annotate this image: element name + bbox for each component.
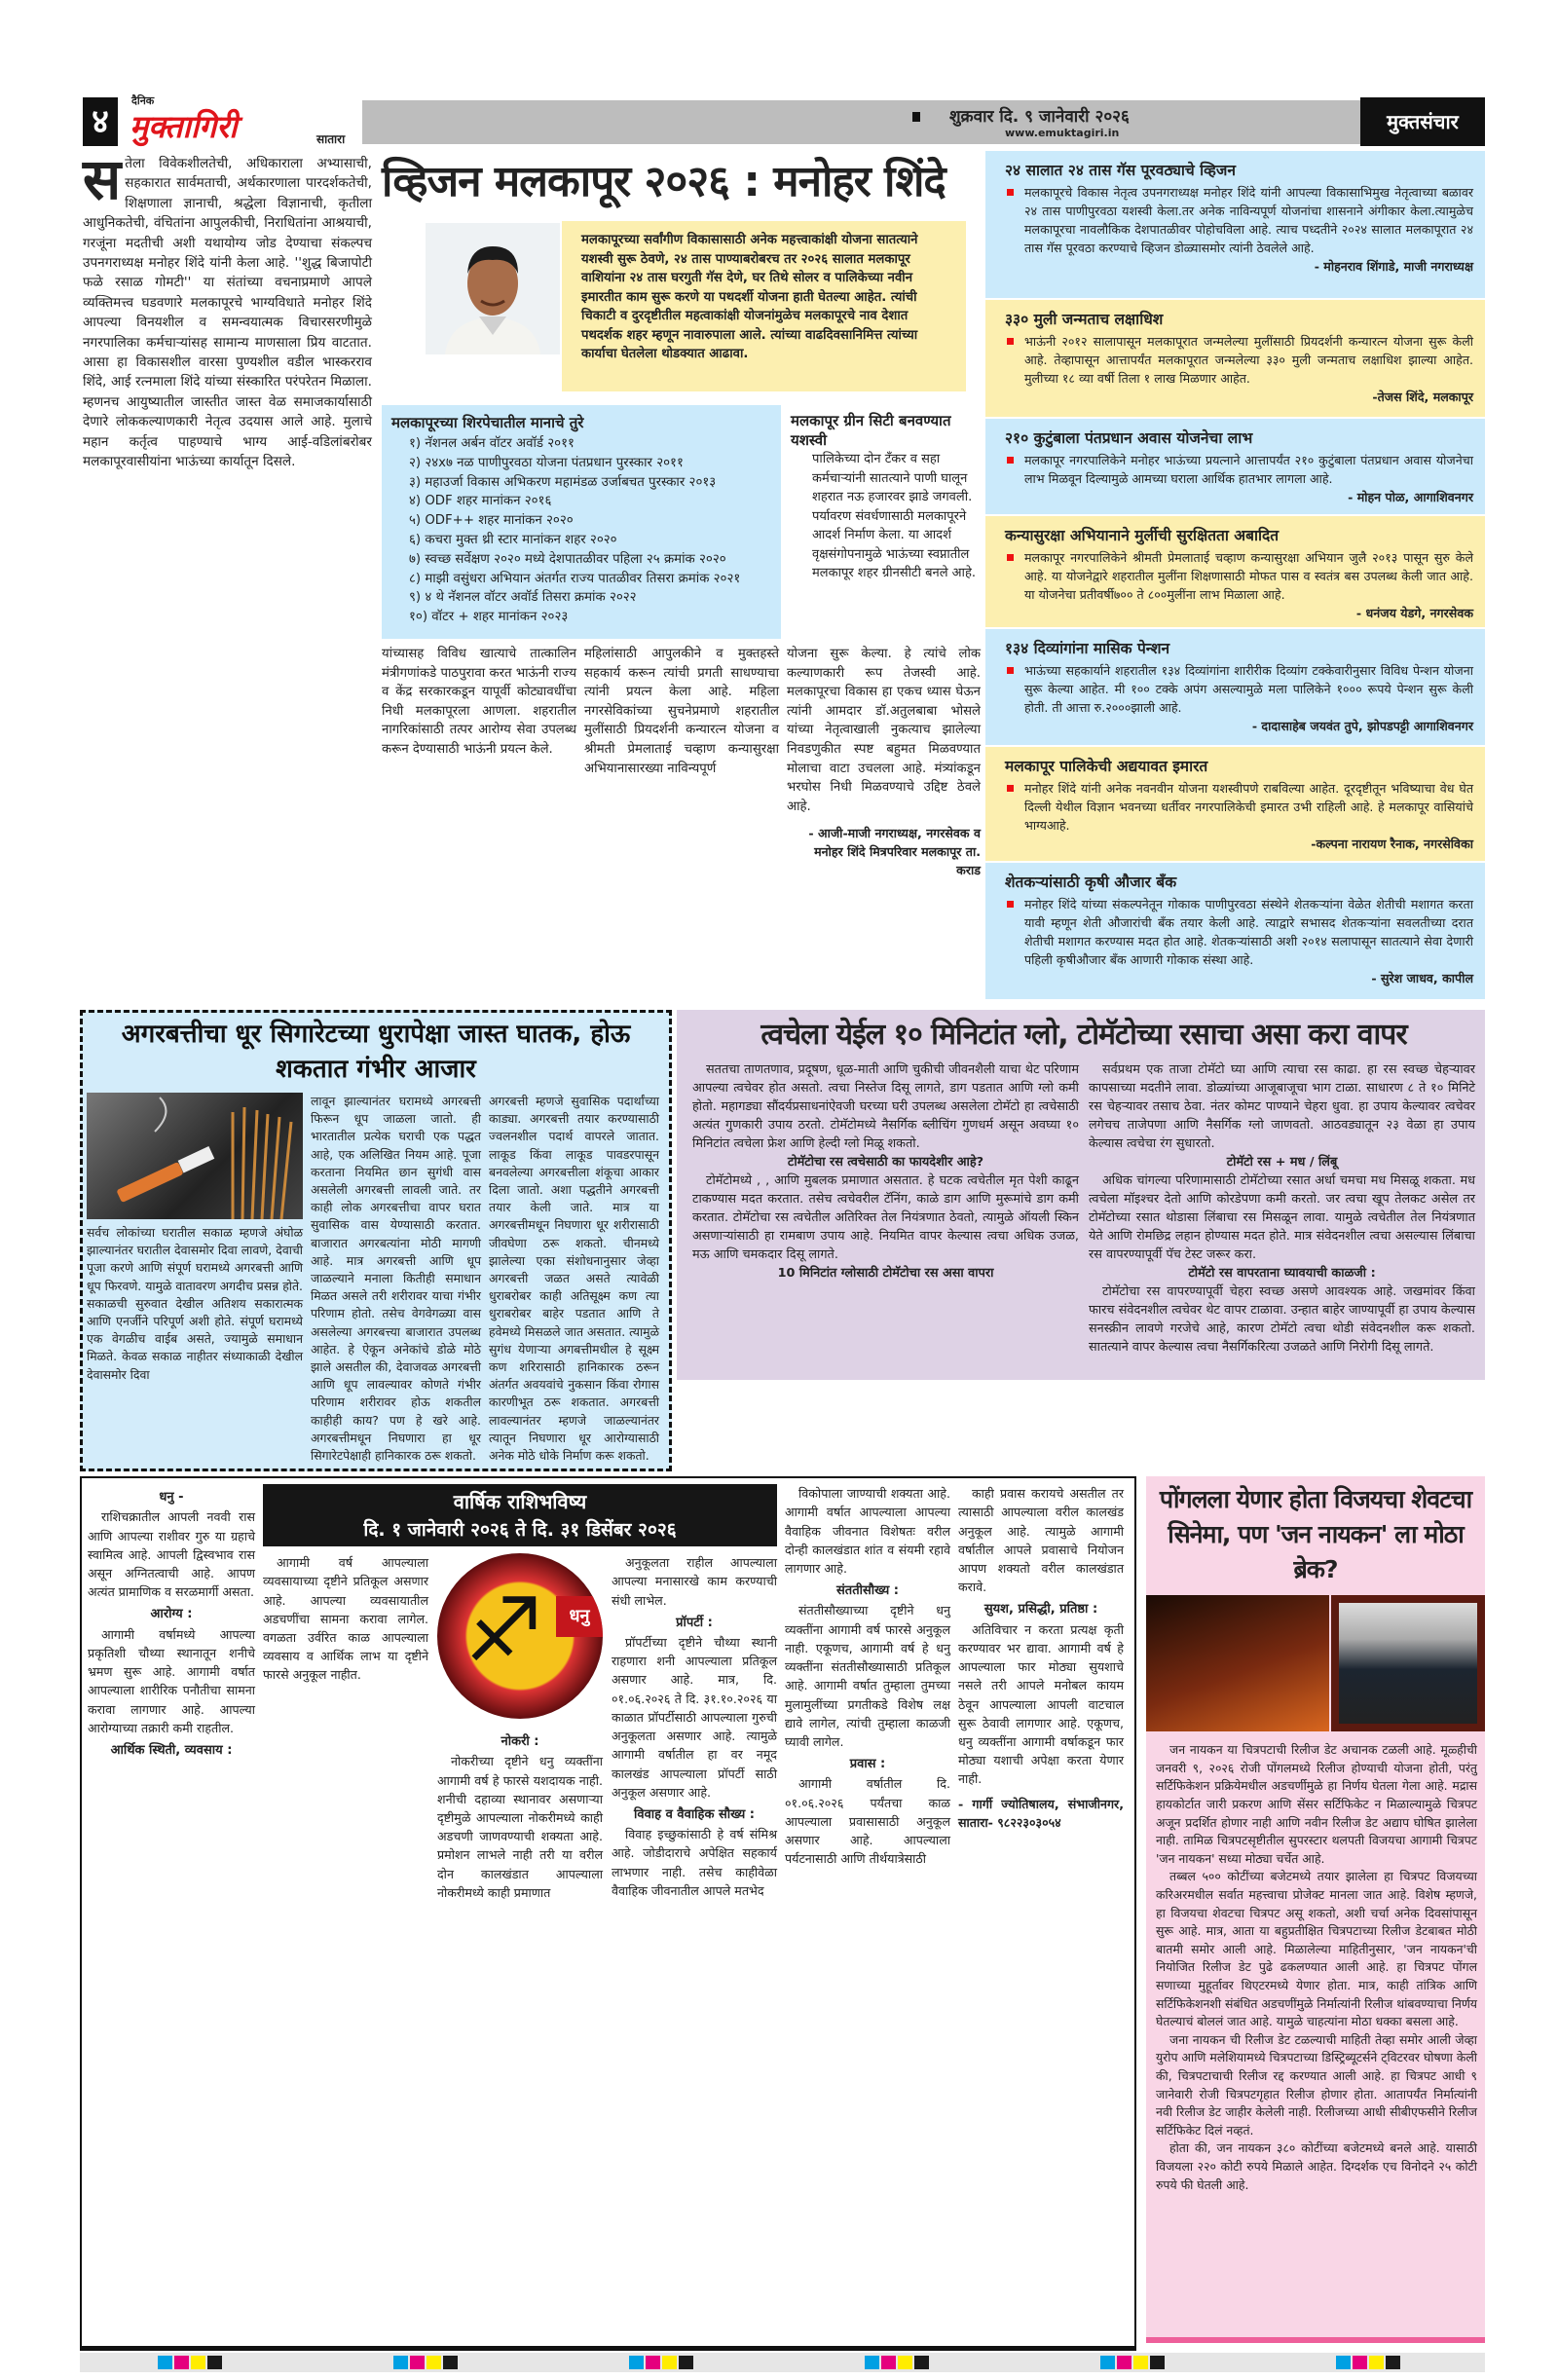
newspaper-logo <box>122 93 355 148</box>
testimonial-box <box>985 300 1485 417</box>
horoscope-paragraph: प्रॉपर्टीच्या दृष्टीने चौथ्या स्थानी राहणारा शनी आपल्याला प्रतिकूल असणार आहे. मात्र, दि. ०१.०६.२०२६ ते दि. ३१.१०.२०२६ या काळात प्रॉपर्टीसाठी आपल्याला गुरुची अनुकूलता असणार आहे. त्यामुळे आगामी वर्षातील हा वर नमूद कालखंड आपल्याला प्रॉपर्टी साठी अनुकूल असणार आहे. <box>612 1635 777 1800</box>
testimonial-text: मनोहर शिंदे यांनी अनेक नवनवीन योजना यशस्वीपणे राबविल्या आहेत. दूरदृष्टीतून भविष्याचा वेध घेत दिल्ली येथील विज्ञान भवनच्या धर्तीवर नगरपालिकेची इमारत उभी राहिली आहे. हे मलकापूर वासियांचे भाग्यआहे. <box>1005 779 1473 835</box>
testimonial-title: कन्यासुरक्षा अभियानाने मुर्लीची सुरक्षितता अबादित <box>1005 527 1280 544</box>
testimonial-author: - मोहनराव शिंगाडे, माजी नगराध्यक्ष <box>1314 259 1473 274</box>
tomato-subheading: 10 मिनिटांत ग्लोसाठी टोमॅटोचा रस असा वापरा <box>777 1266 994 1281</box>
green-city-article <box>791 405 981 583</box>
horoscope-header <box>263 1484 777 1546</box>
lead-story <box>80 146 981 1003</box>
horoscope-paragraph: आगामी वर्षातील दि. ०१.०६.२०२६ पर्यंतचा काळ आपल्याला प्रवासासाठी अनुकूल असणार आहे. आपल्याला पर्यटनासाठी आणि तीर्थयात्रेसाठी <box>785 1776 950 1867</box>
cmyk-mark <box>1100 2356 1165 2369</box>
tomato-paragraph: सर्वप्रथम एक ताजा टोमॅटो घ्या आणि त्याचा रस काढा. हा रस स्वच्छ चेहऱ्यावर कापसाच्या मदतीने लावा. डोळ्यांच्या आजूबाजूचा भाग टाळा. साधारण ८ ते १० मिनिटे रस चेहऱ्यावर तसाच ठेवा. नंतर कोमट पाण्याने चेहरा धुवा. हा उपाय केल्यावर त्वचेवर लगेचच ताजेपणा आणि नैसर्गिक ग्लो जाणवतो. आठवड्यातून २३ वेळा हा उपाय केल्यास त्वचेचा रंग सुधारतो. <box>1089 1062 1475 1151</box>
movie-photos <box>1146 1595 1485 1731</box>
horoscope-paragraph: अतिविचार न करता प्रत्यक्ष कृती करण्यावर भर द्यावा. आगामी वर्ष हे आपल्याला फार मोठ्या सुयशाचे नसले तरी आपले मनोबल कायम ठेवून आपल्याला आपली वाटचाल सुरू ठेवावी लागणार आहे. एकूणच, धनु व्यक्तींना आगामी वर्षाकडून फार मोठ्या यशाची अपेक्षा करता येणार नाही. <box>958 1621 1124 1787</box>
movie-paragraph: तब्बल ५०० कोटींच्या बजेटमध्ये तयार झालेला हा चित्रपट विजयच्या करिअरमधील सर्वात महत्त्वाचा प्रोजेक्ट मानला जात आहे. विशेष म्हणजे, हा विजयचा शेवटचा चित्रपट असू शकतो, अशी चर्चा अनेक दिवसांपासून सुरू आहे. मात्र, आता या बहुप्रतीक्षित चित्रपटाच्या रिलीज डेटबाबत मोठी बातमी समोर आली आहे. मिळालेल्या माहितीनुसार, 'जन नायकन'ची नियोजित रिलीज डेट पुढे ढकलण्यात आली आहे. हा चित्रपट पोंगल सणाच्या मुहूर्तावर थिएटरमध्ये येणार होता. मात्र, काही तांत्रिक आणि सर्टिफिकेशनशी संबंधित अडचणींमुळे निर्मात्यांनी रिलीज थांबवण्याचा निर्णय घेतल्याचं बोललं जात आहे. यामुळे चाहत्यांना मोठा धक्का बसला आहे. <box>1156 1869 1477 2029</box>
horoscope-col-5 <box>785 1484 950 1868</box>
lead-headline: व्हिजन मलकापूर २०२६ : मनोहर शिंदे <box>382 157 946 206</box>
page-content <box>80 146 1485 2372</box>
actor-photo <box>1331 1595 1485 1731</box>
tomato-article <box>677 1010 1485 1380</box>
testimonial-title: शेतकऱ्यांसाठी कृषी औजार बँक <box>1005 874 1177 891</box>
movie-paragraph: जना नायकन ची रिलीज डेट टळल्याची माहिती तेव्हा समोर आली जेव्हा युरोप आणि मलेशियामध्ये चित्रपटाच्या डिस्ट्रिब्यूटर्सने ट्विटरवर घोषणा केली की, चित्रपटाचाची रिलीज रद्द करण्यात आली आहे. हा चित्रपट आधी ९ जानेवारी रोजी चित्रपटगृहात रिलीज होणार होता. आतापर्यंत निर्मात्यांनी नवी रिलीज डेट जाहीर केलेली नाही. रिलीजच्या आधी सीबीएफसीने रिलीज सर्टिफिकेट दिलं नव्हतं. <box>1156 2031 1477 2138</box>
horoscope-subheading: प्रॉपर्टी : <box>676 1615 713 1630</box>
tomato-paragraph: सततचा ताणतणाव, प्रदूषण, धूळ-माती आणि चुकीची जीवनशैली याचा थेट परिणाम आपल्या त्वचेवर होत असतो. त्वचा निस्तेज दिसू लागते, डाग पडतात आणि ग्लो कमी होतो. महागड्या सौंदर्यप्रसाधनांऐवजी घरच्या घरी उपलब्ध असलेला टोमॅटो हा त्वचेसाठी अत्यंत गुणकारी उपाय ठरतो. टोमॅटोमध्ये नैसर्गिक ब्लीचिंग गुणधर्म असून अवघ्या १० मिनिटांत त्वचेला फ्रेश आणि हेल्दी ग्लो मिळू शकतो. <box>692 1062 1079 1151</box>
lead-intro-row <box>382 221 981 391</box>
award-item: ९) ४ थे नॅशनल वॉटर अवॉर्ड तिसरा क्रमांक २०२२ <box>409 590 637 606</box>
horoscope-subheading: नोकरी : <box>501 1734 539 1750</box>
testimonial-title: १३४ दिव्यांगांना मासिक पेन्शन <box>1005 640 1170 657</box>
lead-body-col-1: यांच्यासह विविध खात्याचे तात्कालिन मंत्रीगणांकडे पाठपुरावा करत भाऊंनी राज्य व केंद्र सरकारकडून यापूर्वी कोट्यावधींचा निधी मलकापूरला आणला. शहरातील नागरिकांसाठी तत्पर आरोग्य सेवा उपलब्ध करून देण्यासाठी भाऊंनी प्रयत्न केले. <box>382 647 576 757</box>
logo-title: मुक्तागिरी <box>130 108 238 145</box>
portrait-photo <box>426 223 560 354</box>
horoscope-middle-columns <box>263 1553 777 1902</box>
sagittarius-archer-icon: ♐ <box>464 1580 543 1683</box>
horoscope-subheading: प्रवास : <box>849 1757 886 1772</box>
cmyk-mark <box>629 2356 693 2369</box>
horoscope-date-range: दि. १ जानेवारी २०२६ ते दि. ३१ डिसेंबर २०२६ <box>363 1519 677 1542</box>
testimonial-text: भाऊंच्या सहकार्याने शहरातील १३४ दिव्यांगांना शारीरीक दिव्यांग टक्केवारीनुसार विविध पेन्शन योजना सुरू केल्या आहेत. मी १०० टक्के अपंग असल्यामुळे मला पालिकेने १००० रूपये पेन्शन सुरू केली होती. ती आत्ता रु.२०००झाली आहे. <box>1005 661 1473 717</box>
horoscope-subheading: संततीसौख्य : <box>836 1583 899 1599</box>
lead-body-col-3: योजना सुरू केल्या. हे त्यांचे लोक कल्याणकारी रूप तेजस्वी आहे. मलकापूरचा विकास हा एकच ध्यास घेऊन त्यांनी आमदार डॉ.अतुलबाबा भोसले यांच्या नेतृत्वाखाली नुकत्याच झालेल्या निवडणुकीत स्पष्ट बहुमत मिळवण्यात मोलाचा वाटा उचलला आहे. मंत्र्यांकडून भरघोस निधी मिळवण्याचे उद्दिष्ट ठेवले आहे. <box>787 647 981 814</box>
horoscope-paragraph: संततीसौख्याच्या दृष्टीने धनु व्यक्तींना आगामी वर्ष फारसे अनुकूल नाही. एकूणच, आगामी वर्ष हे धनु व्यक्तींना संततीसौख्यासाठी प्रतिकूल आहे. आगामी वर्षात तुम्हाला तुमच्या मुलामुलींच्या प्रगतीकडे विशेष लक्ष द्यावे लागेल, त्यांची तुम्हाला काळजी घ्यावी लागेल. <box>785 1603 950 1749</box>
cmyk-mark <box>158 2356 222 2369</box>
testimonial-title: ३३० मुली जन्मताच लक्षाधिश <box>1005 311 1164 328</box>
testimonial-author: - मोहन पोळ, आगाशिवनगर <box>1348 490 1473 504</box>
horoscope-sign-heading: धनु - <box>159 1490 184 1506</box>
incense-photo <box>87 1093 303 1219</box>
testimonial-box <box>985 516 1485 627</box>
person-photo-icon <box>426 223 560 354</box>
tomato-subheading: टोमॅटोचा रस त्वचेसाठी का फायदेशीर आहे? <box>787 1155 984 1170</box>
lead-body-row <box>382 645 981 879</box>
logo-daily: दैनिक <box>131 94 155 107</box>
horoscope-paragraph: राशिचक्रातील आपली नववी रास आणि आपल्या राशीवर गुरु या ग्रहाचे स्वामित्व आहे. आपली द्विस्वभाव रास असून अग्नितत्वाची आहे. आपण अत्यंत प्रामाणिक व सरळमार्गी असता. <box>88 1509 255 1600</box>
tomato-col-1 <box>692 1060 1079 1283</box>
testimonial-title: २१० कुटुंबाला पंतप्रधान अवास योजनेचा लाभ <box>1005 429 1253 447</box>
award-item: ७) स्वच्छ सर्वेक्षण २०२० मध्ये देशपातळीवर पहिला २५ क्रमांक २०२० <box>409 551 726 567</box>
testimonial-text: भाऊंनी २०१२ सालापासून मलकापूरात जन्मलेल्या मुलींसाठी प्रियदर्शनी कन्यारत्न योजना सुरू केली आहे. तेव्हापासून आत्तापर्यंत मलकापूरात जन्मलेल्या ३३० मुली जन्मताच लक्षाधिश झाल्या आहेत. मुलीच्या १८ व्या वर्षी तिला १ लाख मिळणार आहेत. <box>1005 332 1473 388</box>
header-bar <box>362 100 1360 144</box>
middle-band <box>80 1010 1485 1471</box>
testimonial-text: मलकापूर नगरपालिकेने श्रीमती प्रेमलाताई चव्हाण कन्यासुरक्षा अभियान जुलै २०१३ पासून सुरु केले आहे. या योजनेद्वारे शहरातील मुलींना शिक्षणासाठी मोफत पास व स्वतंत्र बस उपलब्ध केली जात आहे. या योजनेचा प्रतीवर्षी७०० ते ८००मुलींना लाभ मिळाला आहे. <box>1005 548 1473 604</box>
horoscope-col-6 <box>958 1484 1124 1832</box>
movie-headline: पोंगलला येणार होता विजयचा शेवटचा सिनेमा, पण 'जन नायकन' ला मोठा ब्रेक? <box>1159 1485 1472 1584</box>
agarbatti-headline: अगरबत्तीचा धूर सिगारेटच्या धुरापेक्षा जास्त घातक, होऊ शकतात गंभीर आजार <box>121 1020 631 1084</box>
tomato-paragraph: अधिक चांगल्या परिणामासाठी टोमॅटोच्या रसात अर्धा चमचा मध मिसळू शकता. मध त्वचेला मॉइश्चर देतो आणि कोरडेपणा कमी करतो. जर त्वचा खूप तेलकट असेल तर टोमॅटोच्या रसात थोडासा लिंबाचा रस मिसळून लावा. यामुळे त्वचेतील तेल नियंत्रणात येते आणि रोमछिद्र लहान होण्यास मदत होते. मात्र संवेदनशील त्वचा असल्यास लिंबाचा रस वापरण्यापूर्वी पॅच टेस्ट जरूर करा. <box>1089 1173 1475 1262</box>
horoscope-paragraph: विकोपाला जाण्याची शक्यता आहे. आगामी वर्षात आपल्याला आपल्या वैवाहिक जीवनात विशेषतः वरील दोन्ही कालखंडात शांत व संयमी रहावे लागणार आहे. <box>785 1486 950 1577</box>
agarbatti-columns <box>87 1093 665 1465</box>
lead-body-col-2: महिलांसाठी आपुलकीने व मुक्तहस्ते सहकार्य करून त्यांची प्रगती साधण्याचा त्यांनी प्रयत्न केला आहे. महिला नगरसेविकांच्या सुचनेप्रमाणे शहरातील मुलींसाठी प्रियदर्शनी कन्यारत्न योजना व श्रीमती प्रेमलाताई चव्हाण कन्यासुरक्षा अभियानासारख्या नाविन्यपूर्ण <box>584 647 779 776</box>
testimonials-column <box>985 151 1485 999</box>
bullet-icon <box>912 112 920 122</box>
testimonial-title: मलकापूर पालिकेची अद्ययावत इमारत <box>1005 758 1208 775</box>
cmyk-mark <box>865 2356 929 2369</box>
sign-label: धनु <box>556 1596 603 1637</box>
lead-signature: - आजी-माजी नगराध्यक्ष, नगरसेवक व मनोहर शिंदे मित्रपरिवार मलकापूर ता. कराड <box>808 826 981 878</box>
top-band <box>80 146 1485 1003</box>
cigarette-incense-icon <box>87 1093 303 1219</box>
cmyk-mark <box>393 2356 458 2369</box>
movie-poster-photo <box>1146 1595 1329 1731</box>
testimonial-author: - धनंजय येडगे, नगरसेवक <box>1355 606 1473 620</box>
tomato-paragraph: टोमॅटोमध्ये , , आणि मुबलक प्रमाणात असतात. हे घटक त्वचेतील मृत पेशी काढून टाकण्यास मदत करतात. तसेच त्वचेवरील टॅनिंग, काळे डाग आणि मुरूमांचे डाग कमी करतात. टोमॅटोचा रस त्वचेतील अतिरिक्त तेल नियंत्रणात ठेवतो, त्यामुळे ऑयली स्किन असणाऱ्यांसाठी हा रामबाण उपाय आहे. नियमित वापर केल्यास त्वचा अधिक उजळ, मऊ आणि चमकदार दिसू लागते. <box>692 1173 1079 1262</box>
green-city-text: पालिकेच्या दोन टँकर व सहा कर्मचाऱ्यांनी सातत्याने पाणी घालून शहरात नऊ हजारवर झाडे जगवली. पर्यावरण संवर्धणासाठी मलकापूरने आदर्श निर्माण केला. या आदर्श वृक्षसंगोपनामुळे भाऊंच्या स्वप्नातील मलकापूर शहर ग्रीनसीटी बनले आहे. <box>812 452 976 580</box>
horoscope-col-4 <box>612 1553 777 1900</box>
edition-city: सातारा <box>316 132 346 146</box>
issue-date <box>912 104 1130 127</box>
tomato-col-2 <box>1089 1060 1475 1357</box>
testimonial-box <box>985 151 1485 298</box>
award-item: ४) ODF शहर मानांकन २०१६ <box>409 494 552 509</box>
testimonial-author: -कल्पना नारायण रैनाक, नगरसेविका <box>1311 837 1473 851</box>
page-number: ४ <box>83 97 118 146</box>
horoscope-col-1 <box>88 1484 255 1761</box>
horoscope-section <box>80 1476 1136 2351</box>
cmyk-mark <box>1336 2356 1400 2369</box>
movie-paragraph: होता की, जन नायकन ३८० कोटींच्या बजेटमध्ये बनले आहे. यासाठी विजयला २२० कोटी रुपये मिळाले आहेत. दिग्दर्शक एच विनोदने २५ कोटी रुपये फी घेतली आहे. <box>1156 2140 1477 2192</box>
horoscope-paragraph: आगामी वर्ष आपल्याला व्यवसायाच्या दृष्टीने प्रतिकूल असणार आहे. आपल्या व्यवसायातील अडचणींचा सामना करावा लागेल. वगळता उर्वरित काळ आपल्याला व्यवसाय व आर्थिक लाभ या दृष्टीने फारसे अनुकूल नाहीत. <box>263 1555 428 1683</box>
lead-left-text: तेला विवेकशीलतेची, अधिकाराला अभ्यासाची, सहकारात सार्वमताची, अर्थकारणाला पारदर्शकतेची, शिक्षणाला ज्ञानाची, श्रद्धेला विज्ञानाची, कृतीला आधुनिकतेची, वंचितांना आपुलकीची, निराधितांना आश्रयाची, गरजूंना मदतीची अशी यथायोग्य जोड देण्याचा संकल्पच उपनगराध्यक्ष मनोहर शिंदे यांनी केला आहे. ''शुद्ध बिजापोटी फळे रसाळ गोमटी'' या संतांच्या वचनाप्रमाणे आपले व्यक्तिमत्त्व घडवणारे मलकापूरचे भाग्यविधाते मनोहर शिंदे आपल्या विनयशील व समन्वयात्मक विचारसरणीमुळे नगरपालिका कर्मचाऱ्यांसह सामान्य माणसाला प्रिय वाटतात. आसा हा विकासशील वारसा पुण्यशील वडील भास्करराव शिंदे, आई रत्नमाला शिंदे यांच्या संस्कारित परंपरेतन मिळाला. म्हणनच आयुष्यातील जास्तीत जास्त वेळ समाजकार्यासाठी देणारे लोककल्याणकारी नेतृत्व उदयास आले आहे. मुलाचे महान कर्तृत्व पाहण्याचे भाग्य आई-वडिलांबरोबर मलकापूरवासीयांना भाऊंच्या कार्यातून दिसले. <box>83 156 372 470</box>
tomato-paragraph: टोमॅटोचा रस वापरण्यापूर्वी चेहरा स्वच्छ असणे आवश्यक आहे. जखमांवर किंवा फारच संवेदनशील त्वचेवर थेट वापर टाळावा. उन्हात बाहेर जाण्यापूर्वी हा उपाय केल्यास सनस्क्रीन लावणे गरजेचे आहे, कारण टोमॅटो त्वचा थोडी संवेदनशील करू शकतो. सातत्याने वापर केल्यास त्वचा नैसर्गिकरित्या उजळते आणि निरोगी दिसू लागते. <box>1089 1284 1475 1355</box>
lower-band <box>80 1476 1485 2351</box>
award-item: ८) माझी वसुंधरा अभियान अंतर्गत राज्य पातळीवर तिसरा क्रमांक २०२१ <box>409 571 741 586</box>
testimonial-box <box>985 863 1485 999</box>
award-item: ५) ODF++ शहर मानांकन २०२० <box>409 513 574 529</box>
actor-image <box>1339 1603 1477 1724</box>
horoscope-title: वार्षिक राशिभविष्य <box>453 1490 587 1514</box>
tomato-subheading: टोमॅटो रस वापरताना घ्यावयाची काळजी : <box>1188 1266 1376 1281</box>
date-text: शुक्रवार दि. ९ जानेवारी २०२६ <box>949 107 1130 127</box>
lead-body-col-3-wrap <box>787 645 981 879</box>
awards-box <box>382 405 781 639</box>
testimonial-text: मनोहर शिंदे यांच्या संकल्पनेतून गोकाक पाणीपुरवठा संस्थेने शेतकऱ्यांना वेळेत शेतीची मशागत करता यावी म्हणून शेती औजारांची बँक तयार केली आहे. त्याद्वारे सभासद शेतकऱ्यांना सवलतीच्या दरात शेतीची मशागत करण्यास मदत होत आहे. शेतकऱ्यांसाठी अशी २०१४ सलापासून सातत्याने सेवा देणारी पहिली कृषीऔजार बँक आणारी गोकाक संस्था आहे. <box>1005 895 1473 969</box>
testimonial-box <box>985 419 1485 514</box>
horoscope-middle <box>263 1484 777 1902</box>
horoscope-paragraph: काही प्रवास करायचे असतील तर त्यासाठी आपल्याला वरील कालखंड अनुकूल आहे. त्यामुळे आगामी वर्षातील आपले प्रवासाचे नियोजन आपण शक्यतो वरील कालखंडात करावे. <box>958 1486 1124 1595</box>
horoscope-paragraph: नोकरीच्या दृष्टीने धनु व्यक्तींना आगामी वर्ष हे फारसे यशदायक नाही. शनीची दहाव्या स्थानावर असणाऱ्या दृष्टीमुळे आपल्याला नोकरीमध्ये काही अडचणी जाणवण्याची शक्यता आहे. प्रमोशन लाभले नाही तरी या वरील दोन कालखंडात आपल्याला नोकरीमध्ये काही प्रमाणात <box>437 1754 603 1900</box>
movie-article <box>1146 1476 1485 2343</box>
movie-body <box>1146 1731 1485 2202</box>
testimonial-author: - सुरेश जाधव, कापील <box>1371 971 1473 985</box>
lead-left-column <box>80 146 372 472</box>
testimonial-text: मलकापूर नगरपालिकेने मनोहर भाऊंच्या प्रयत्नाने आत्तापर्यंत २१० कुटुंबाला पंतप्रधान अवास योजनेचा लाभ मिळवून दिल्यामुळे आमच्या घराला आर्थिक हातभार लागला आहे. <box>1005 451 1473 488</box>
section-title: मुक्तसंचार <box>1360 97 1485 146</box>
horoscope-paragraph: आगामी वर्षामध्ये आपल्या प्रकृतिशी चौथ्या स्थानातून शनीचे भ्रमण सुरू आहे. आगामी वर्षात आपल्याला शारीरिक पनौतीचा सामना करावा लागणार आहे. आपल्या आरोग्याच्या तक्रारी कमी राहतील. <box>88 1626 255 1735</box>
horoscope-col-3 <box>437 1553 603 1902</box>
testimonial-author: - दादासाहेब जयवंत तुपे, झोपडपट्टी आगाशिवनगर <box>1251 719 1473 733</box>
sagittarius-image <box>437 1553 603 1719</box>
drop-cap: स <box>83 146 122 212</box>
lead-main-column <box>382 151 981 879</box>
horoscope-subheading: आर्थिक स्थिती, व्यवसाय : <box>110 1742 233 1758</box>
tomato-headline: त्वचेला येईल १० मिनिटांत ग्लो, टोमॅटोच्या रसाचा असा करा वापर <box>760 1018 1407 1052</box>
horoscope-col-2 <box>263 1553 428 1684</box>
horoscope-paragraph: अनुकूलता राहील आपल्याला आपल्या मनासारखे काम करण्याची संधी लाभेल. <box>612 1555 777 1608</box>
lead-awards-row <box>382 405 981 639</box>
award-item: १) नॅशनल अर्बन वॉटर अवॉर्ड २०११ <box>409 436 575 451</box>
print-registration-strip <box>80 2353 1485 2372</box>
award-item: ३) महाउर्जा विकास अभिकरण महामंडळ उर्जाबचत पुरस्कार २०१३ <box>409 474 717 490</box>
horoscope-subheading: आरोग्य : <box>150 1607 193 1622</box>
testimonial-box <box>985 747 1485 861</box>
testimonial-title: २४ सालात २४ तास गॅस पूरवठ्याचे व्हिजन <box>1005 162 1236 179</box>
green-city-title: मलकापूर ग्रीन सिटी बनवण्यात यशस्वी <box>791 412 951 449</box>
tomato-columns <box>692 1060 1475 1357</box>
awards-title: मलकापूरच्या शिरपेचातील मानाचे तुरे <box>391 414 584 431</box>
agarbatti-col-1: सर्वच लोकांच्या घरातील सकाळ म्हणजे अंघोळ झाल्यानंतर घरातील देवासमोर दिवा लावणे, देवाची पूजा करणे आणि संपूर्ण घरामध्ये अगरबत्ती आणि धूप फिरवणे. यामुळे वातावरण अगदीच प्रसन्न होते. सकाळची सुरुवात देखील अतिशय सकारात्मक आणि एनर्जीने परिपूर्ण अशी होते. संपूर्ण घरामध्ये एक वेगळीच वाईब असते, ज्यामुळे समाधान मिळते. केवळ सकाळ नाहीतर संध्याकाळी देखील देवासमोर दिवा <box>87 1225 303 1382</box>
testimonial-box <box>985 629 1485 745</box>
tomato-subheading: टोमॅटो रस + मध / लिंबू <box>1226 1155 1338 1170</box>
website-link[interactable]: www.emuktagiri.in <box>1005 127 1120 139</box>
horoscope-subheading: सुयश, प्रसिद्धी, प्रतिष्ठा : <box>983 1602 1098 1618</box>
award-item: ६) कचरा मुक्त थ्री स्टार मानांकन शहर २०२० <box>409 532 617 547</box>
horoscope-subheading: विवाह व वैवाहिक सौख्य : <box>633 1806 755 1822</box>
astrologer-signature: - गार्गी ज्योतिषालय, संभाजीनगर, सातारा- ९८२२३०३०५४ <box>958 1796 1124 1830</box>
testimonial-author: -तेजस शिंदे, मलकापूर <box>1372 390 1473 404</box>
agarbatti-col-1-wrap <box>87 1093 303 1384</box>
movie-paragraph: जन नायकन या चित्रपटाची रिलीज डेट अचानक टळली आहे. मूळ्हीची जनवरी ९, २०२६ रोजी पोंगलमध्ये रिलीज होण्याची योजना होती, परंतु सर्टिफिकेशन प्रक्रियेमधील अडचर्णीमुळे हा निर्णय घेतला गेला आहे. मद्रास हायकोर्टात जारी प्रकरण आणि सेंसर सर्टिफिकेट न मिळाल्यामुळे चित्रपट अजून प्रदर्शित होणार नाही आणि नवीन रिलीज डेट अद्याप घोषित झालेला नाही. तामिळ चित्रपटसृष्टीतील सुपरस्टार थलपती विजयचा आगामी चित्रपट 'जन नायकन' सध्या मोठ्या चर्चेत आहे. <box>1156 1742 1477 1866</box>
agarbatti-col-2: लावून झाल्यानंतर घरामध्ये अगरबत्ती फिरून धूप जाळला जातो. ही भारतातील प्रत्येक घराची एक पद्धत आहे, एक अलिखित नियम आहे. पूजा करताना नियमित छान सुगंधी वास असलेली अगरबत्ती लावली जाते. तर काही लोक अगरबत्तीचा वापर घरात सुवासिक वास येण्यासाठी करतात. बाजारात अगरबत्यांना मोठी मागणी आहे. मात्र अगरबत्ती आणि धूप जाळल्याने मनाला कितीही समाधान मिळत असले तरी शरीरावर याचा गंभीर परिणाम होतो. तसेच वेगवेगळ्या वास असलेल्या अगरबत्त्या बाजारात उपलब्ध आहेत. हे ऐकून अनेकांचे डोळे मोठे झाले असतील की, देवाजवळ अगरबत्ती आणि धूप लावल्यावर कोणते गंभीर परिणाम शरीरावर होऊ शकतील काहीही काय? पण हे खरे आहे. अगरबत्तीमधून निघणारा हा धूर सिगारेटपेक्षाही हानिकारक ठरू शकतो. <box>311 1094 481 1464</box>
award-item: १०) वॉटर + शहर मानांकन २०२३ <box>409 610 569 625</box>
lead-intro-box: मलकापूरच्या सर्वांगीण विकासासाठी अनेक महत्त्वाकांक्षी योजना सातत्याने यशस्वी सुरू ठेवणे, २४ तास पाण्याबरोबरच तर २०२६ सालात मलकापूर वाशियांना २४ तास घरगुती गॅस देणे, घर तिथे सोलर व पालिकेच्या नवीन इमारतीत काम सुरू करणे या पथदर्शी योजना हाती घेतल्या आहेत. त्यांची चिकाटी व दुरदृष्टीतील महत्वाकांक्षी योजनांमुळेच मलकापूरचे नाव देशात पथदर्शक शहर म्हणून नावारुपाला आले. त्यांच्या वाढदिवसानिमित्त त्यांच्या कार्याचा घेतलेला थोडक्यात आढावा. <box>562 221 966 391</box>
agarbatti-col-3: अगरबत्ती म्हणजे सुवासिक पदार्थांच्या काड्या. अगरबत्ती तयार करण्यासाठी ज्वलनशील पदार्थ वापरले जातात. लाकूड किंवा लाकूड पावडरपासून बनवलेल्या अगरबत्तीला शंकूचा आकार दिला जातो. अशा पद्धतीने अगरबत्ती तयार केली जाते. मात्र या अगरबत्तीमधून निघणारा धूर शरीरासाठी जीवघेणा ठरू शकतो. चीनमध्ये झालेल्या एका संशोधनानुसार जेव्हा अगरबत्ती जळत असते त्यावेळी धुराबरोबर काही अतिसूक्ष्म कण त्या धुराबरोबर बाहेर पडतात आणि ते हवेमध्ये मिसळले जात असतात. त्यामुळे सुगंध येणाऱ्या अगबत्तीमधील हे सूक्ष्म कण शरिरासाठी हानिकारक ठरून अंतर्गत अवयवांचे नुकसान किंवा रोगास कारणीभूत ठरू शकतात. अगरबत्ती लावल्यानंतर म्हणजे जाळल्यानंतर त्यातून निघणारा धूर आरोग्यासाठी अनेक मोठे धोके निर्माण करू शकतो. <box>489 1094 659 1464</box>
horoscope-paragraph: विवाह इच्छुकांसाठी हे वर्ष संमिश्र आहे. जोडीदाराचे अपेक्षित सहकार्य लाभणार नाही. तसेच काहीवेळा वैवाहिक जीवनातील आपले मतभेद <box>612 1827 777 1898</box>
agarbatti-article <box>80 1010 672 1471</box>
testimonial-text: मलकापूरचे विकास नेतृत्व उपनगराध्यक्ष मनोहर शिंदे यांनी आपल्या विकासाभिमुख नेतृत्वाच्या बळावर २४ तास पाणीपुरवठा यशस्वी केला.तर अनेक नाविन्यपूर्ण योजनांचा शासनाने अंगीकार केला.त्यामुळेच मलकापूरचा नावलौकिक देशपातळीवर पोहोचविला आहे. त्याच पध्दतीने २०२४ सालात मलकापूरात २४ तास गॅस पूरवठा करण्याचे व्हिजन डोळ्यासमोर त्यांनी ठेवलेले आहे. <box>1005 183 1473 257</box>
award-item: २) २४x७ नळ पाणीपुरवठा योजना पंतप्रधान पुरस्कार २०११ <box>409 455 684 470</box>
